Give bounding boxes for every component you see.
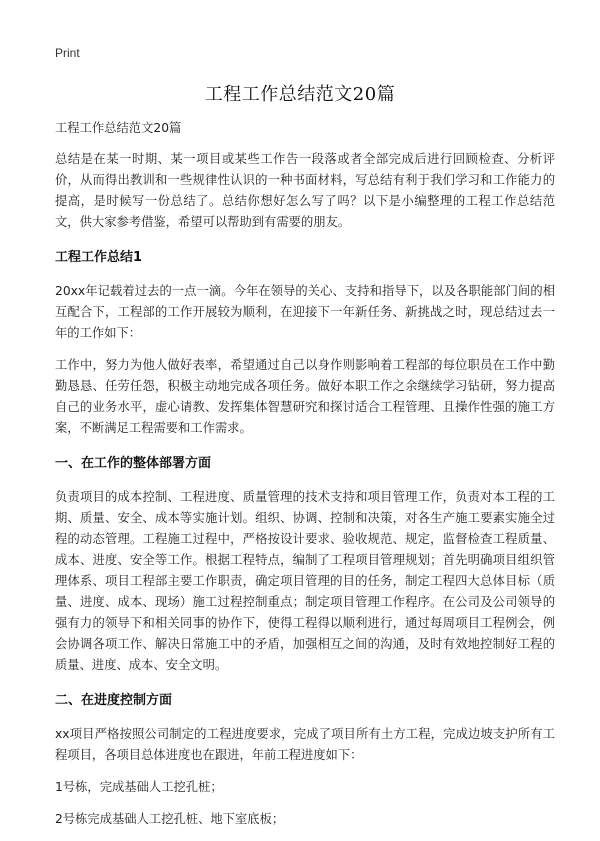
subsection-heading-deployment: 一、在工作的整体部署方面	[55, 456, 212, 471]
document-title: 工程工作总结范文20篇	[204, 84, 396, 105]
document-body	[55, 118, 555, 841]
paragraph: 20xx年记载着过去的一点一滴。今年在领导的关心、支持和指导下，以及各职能部门间的相互配合下，工程部的工作开展较为顺利，在迎接下一年新任务、新挑战之时，现总结过去一年的工作如下：	[55, 284, 555, 340]
paragraph: 1号栋，完成基础人工挖孔桩；	[55, 780, 223, 794]
paragraph: 2号栋完成基础人工挖孔桩、地下室底板；	[55, 812, 285, 826]
document-subtitle: 工程工作总结范文20篇	[55, 121, 182, 135]
paragraph: 负责项目的成本控制、工程进度、质量管理的技术支持和项目管理工作，负责对本工程的工期、质量、安全、成本等实施计划。组织、协调、控制和决策，对各生产施工要素实施全过程的动态管理。工程施工过程中，严格按设计要求、验收规范、规定，监督检查工程质量、成本、进度、安全等工作。根据工程特点，编制了工程项目管理规划；首先明确项目组织管理体系、项目工程部主要工作职责，确定项目管理的目的任务，制定工程四大总体目标（质量、进度、成本、现场）施工过程控制重点；制定项目管理工作程序。在公司及公司领导的强有力的领导下和相关同事的协作下，使得工程得以顺利进行，通过每周项目工程例会，例会协调各项工作、解决日常施工中的矛盾，加强相互之间的沟通，及时有效地控制好工程的质量、进度、成本、安全文明。	[55, 490, 555, 672]
paragraph: xx项目严格按照公司制定的工程进度要求，完成了项目所有土方工程，完成边坡支护所有工程项目，各项目总体进度也在跟进，年前工程进度如下：	[55, 727, 555, 762]
intro-paragraph: 总结是在某一时期、某一项目或某些工作告一段落或者全部完成后进行回顾检查、分析评价，从而得出教训和一些规律性认识的一种书面材料，写总结有利于我们学习和工作能力的提高，是时候写一份总结了。总结你想好怎么写了吗？以下是小编整理的工程工作总结范文，供大家参考借鉴，希望可以帮助到有需要的朋友。	[55, 152, 555, 229]
subsection-heading-progress: 二、在进度控制方面	[55, 693, 173, 708]
paragraph: 工作中，努力为他人做好表率，希望通过自己以身作则影响着工程部的每位职员在工作中勤勤恳恳、任劳任怨，积极主动地完成各项任务。做好本职工作之余继续学习钻研，努力提高自己的业务水平，虚心请教、发挥集体智慧研究和探讨适合工程管理、且操作性强的施工方案，不断满足工程需要和工作需求。	[55, 358, 555, 435]
print-link[interactable]: Print	[55, 46, 80, 60]
section-heading-1: 工程工作总结1	[55, 250, 143, 265]
